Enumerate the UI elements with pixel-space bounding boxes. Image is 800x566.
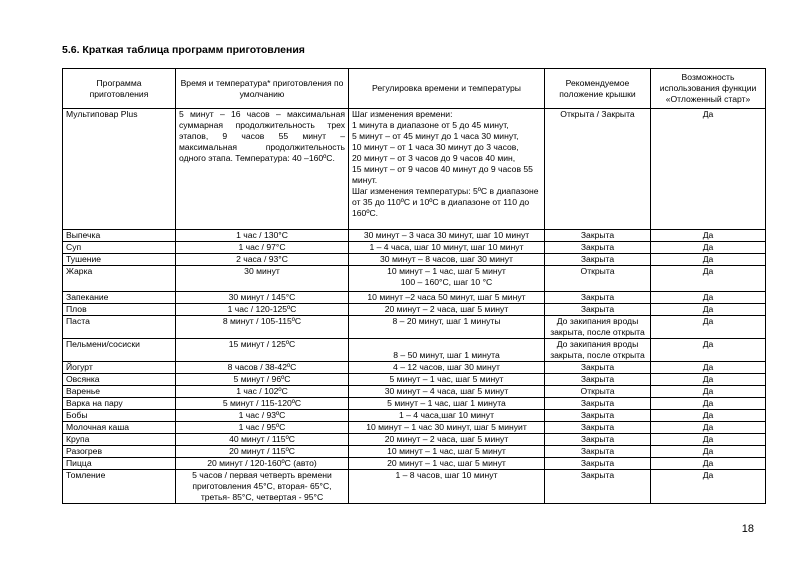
delayed-start: Да (651, 339, 766, 362)
delayed-start: Да (651, 362, 766, 374)
default-settings: 8 минут / 105-115ºС (176, 316, 349, 339)
delayed-start: Да (651, 316, 766, 339)
lid-position: Закрыта (545, 470, 651, 504)
lid-position: Закрыта (545, 292, 651, 304)
table-row (63, 292, 766, 304)
table-header-row (63, 69, 766, 109)
adjustment-line: Шаг изменения температуры: 5ºС в диапазоне от 35 до 110ºС и 10ºС в диапазоне от 110 до 160ºС. (352, 186, 539, 218)
lid-position: Открыта / Закрыта (545, 109, 651, 230)
delayed-start: Да (651, 422, 766, 434)
program-name: Овсянка (63, 374, 176, 386)
program-name: Пицца (63, 458, 176, 470)
adjustment-line: Шаг изменения времени: (352, 109, 453, 119)
delayed-start: Да (651, 410, 766, 422)
adjustment-line: 20 минут – 2 часа, шаг 5 минут (384, 304, 509, 314)
adjustment-line: 10 минут – 1 час, шаг 5 минут (387, 266, 506, 276)
adjustment-line: 30 минут – 4 часа, шаг 5 минут (384, 386, 509, 396)
lid-position: Закрыта (545, 230, 651, 242)
default-settings: 5 минут – 16 часов – максимальная суммарная продолжительность трех этапов, 9 часов 55 минут – максимальная продолжительность одного этапа. Температура: 40 –160ºС. (176, 109, 349, 230)
lid-position: До закипания вроды закрыта, после открыта (545, 339, 651, 362)
table-row (63, 230, 766, 242)
default-settings: 1 час / 95ºС (176, 422, 349, 434)
default-settings: 40 минут / 115ºС (176, 434, 349, 446)
adjustment-range (349, 446, 545, 458)
programs-table (62, 68, 766, 504)
delayed-start: Да (651, 292, 766, 304)
program-name: Тушение (63, 254, 176, 266)
default-settings: 8 часов / 38-42ºС (176, 362, 349, 374)
adjustment-range (349, 374, 545, 386)
table-row (63, 242, 766, 254)
default-settings: 5 часов / первая четверть времени приготовления 45°С, вторая- 65°С, третья- 85°С, четвертая - 95°С (176, 470, 349, 504)
adjustment-range (349, 242, 545, 254)
adjustment-line: 8 – 20 минут, шаг 1 минуты (392, 316, 501, 326)
table-row (63, 470, 766, 504)
lid-position: Закрыта (545, 410, 651, 422)
header-default: Время и температура* приготовления по умолчанию (176, 69, 349, 109)
adjustment-line: 8 – 50 минут, шаг 1 минута (393, 350, 500, 360)
delayed-start: Да (651, 470, 766, 504)
program-name: Плов (63, 304, 176, 316)
lid-position: Закрыта (545, 458, 651, 470)
adjustment-line: 10 минут – от 1 часа 30 минут до 3 часов, (352, 142, 519, 152)
program-name: Паста (63, 316, 176, 339)
default-settings: 5 минут / 115-120ºС (176, 398, 349, 410)
header-adjust: Регулировка времени и температуры (349, 69, 545, 109)
default-settings: 2 часа / 93°С (176, 254, 349, 266)
table-row (63, 374, 766, 386)
lid-position: До закипания вроды закрыта, после открыта (545, 316, 651, 339)
default-settings: 5 минут / 96ºС (176, 374, 349, 386)
adjustment-line: 1 – 4 часа,шаг 10 минут (398, 410, 495, 420)
delayed-start: Да (651, 266, 766, 292)
table-row (63, 316, 766, 339)
adjustment-range (349, 458, 545, 470)
adjustment-line: 5 минут – 1 час, шаг 5 минут (389, 374, 504, 384)
adjustment-range (349, 316, 545, 339)
adjustment-range (349, 292, 545, 304)
lid-position: Закрыта (545, 304, 651, 316)
default-settings: 1 час / 130°С (176, 230, 349, 242)
program-name: Запекание (63, 292, 176, 304)
adjustment-line (352, 339, 541, 350)
table-row (63, 339, 766, 362)
adjustment-line: 1 – 4 часа, шаг 10 минут, шаг 10 минут (369, 242, 524, 252)
adjustment-range (349, 362, 545, 374)
default-settings: 1 час / 93ºС (176, 410, 349, 422)
adjustment-line: 1 минута в диапазоне от 5 до 45 минут, (352, 120, 509, 130)
delayed-start: Да (651, 386, 766, 398)
adjustment-range (349, 422, 545, 434)
adjustment-line: 4 – 12 часов, шаг 30 минут (393, 362, 500, 372)
delayed-start: Да (651, 434, 766, 446)
delayed-start: Да (651, 254, 766, 266)
program-name: Жарка (63, 266, 176, 292)
program-name: Суп (63, 242, 176, 254)
program-name: Пельмени/сосиски (63, 339, 176, 362)
program-name: Мультиповар Plus (63, 109, 176, 230)
header-lid: Рекомендуемое положение крышки (545, 69, 651, 109)
table-row (63, 362, 766, 374)
adjustment-line: 15 минут – от 9 часов 40 минут до 9 часов 55 минут. (352, 164, 533, 185)
lid-position: Закрыта (545, 362, 651, 374)
lid-position: Закрыта (545, 254, 651, 266)
adjustment-range (349, 266, 545, 292)
adjustment-line: 20 минут – 1 час, шаг 5 минут (387, 458, 506, 468)
adjustment-range (349, 109, 545, 230)
adjustment-range (349, 339, 545, 362)
delayed-start: Да (651, 304, 766, 316)
default-settings: 1 час / 97°С (176, 242, 349, 254)
default-settings: 30 минут / 145°С (176, 292, 349, 304)
lid-position: Закрыта (545, 242, 651, 254)
adjustment-line: 30 минут – 3 часа 30 минут, шаг 10 минут (363, 230, 530, 240)
delayed-start: Да (651, 109, 766, 230)
adjustment-line: 30 минут – 8 часов, шаг 30 минут (380, 254, 513, 264)
lid-position: Закрыта (545, 434, 651, 446)
lid-position: Закрыта (545, 446, 651, 458)
lid-position: Открыта (545, 386, 651, 398)
table-row (63, 109, 766, 230)
default-settings: 1 час / 120-125ºС (176, 304, 349, 316)
table-row (63, 446, 766, 458)
table-row (63, 386, 766, 398)
program-name: Выпечка (63, 230, 176, 242)
delayed-start: Да (651, 398, 766, 410)
default-settings: 20 минут / 115ºС (176, 446, 349, 458)
table-row (63, 422, 766, 434)
adjustment-line: 5 минут – 1 час, шаг 1 минута (387, 398, 506, 408)
program-name: Йогурт (63, 362, 176, 374)
adjustment-range (349, 230, 545, 242)
adjustment-line: 20 минут – от 3 часов до 9 часов 40 мин, (352, 153, 516, 163)
delayed-start: Да (651, 374, 766, 386)
table-row (63, 304, 766, 316)
delayed-start: Да (651, 230, 766, 242)
default-settings: 30 минут (176, 266, 349, 292)
program-name: Варка на пару (63, 398, 176, 410)
default-settings: 15 минут / 125ºС (176, 339, 349, 362)
adjustment-range (349, 470, 545, 504)
table-row (63, 398, 766, 410)
adjustment-range (349, 398, 545, 410)
lid-position: Открыта (545, 266, 651, 292)
table-body (63, 109, 766, 504)
default-settings: 1 час / 102ºС (176, 386, 349, 398)
table-row (63, 266, 766, 292)
adjustment-range (349, 304, 545, 316)
adjustment-line: 1 – 8 часов, шаг 10 минут (395, 470, 498, 480)
program-name: Бобы (63, 410, 176, 422)
lid-position: Закрыта (545, 422, 651, 434)
adjustment-line: 10 минут – 1 час, шаг 5 минут (387, 446, 506, 456)
adjustment-line: 5 минут – от 45 минут до 1 часа 30 минут, (352, 131, 519, 141)
adjustment-line: 100 – 160°С, шаг 10 °С (400, 277, 493, 287)
program-name: Молочная каша (63, 422, 176, 434)
page-number: 18 (741, 523, 754, 535)
lid-position: Закрыта (545, 374, 651, 386)
section-title: 5.6. Краткая таблица программ приготовления (62, 44, 305, 56)
delayed-start: Да (651, 458, 766, 470)
table-row (63, 410, 766, 422)
delayed-start: Да (651, 242, 766, 254)
default-settings: 20 минут / 120-160ºС (авто) (176, 458, 349, 470)
adjustment-line: 10 минут –2 часа 50 минут, шаг 5 минут (367, 292, 526, 302)
table-row (63, 458, 766, 470)
adjustment-range (349, 254, 545, 266)
program-name: Крупа (63, 434, 176, 446)
adjustment-line: 10 минут – 1 час 30 минут, шаг 5 минуит (366, 422, 527, 432)
delayed-start: Да (651, 446, 766, 458)
adjustment-line: 20 минут – 2 часа, шаг 5 минут (384, 434, 509, 444)
adjustment-range (349, 434, 545, 446)
adjustment-range (349, 386, 545, 398)
adjustment-range (349, 410, 545, 422)
program-name: Варенье (63, 386, 176, 398)
header-delay: Возможность использования функции «Отложенный старт» (651, 69, 766, 109)
table-row (63, 254, 766, 266)
header-program: Программа приготовления (63, 69, 176, 109)
program-name: Томление (63, 470, 176, 504)
lid-position: Закрыта (545, 398, 651, 410)
table-row (63, 434, 766, 446)
program-name: Разогрев (63, 446, 176, 458)
